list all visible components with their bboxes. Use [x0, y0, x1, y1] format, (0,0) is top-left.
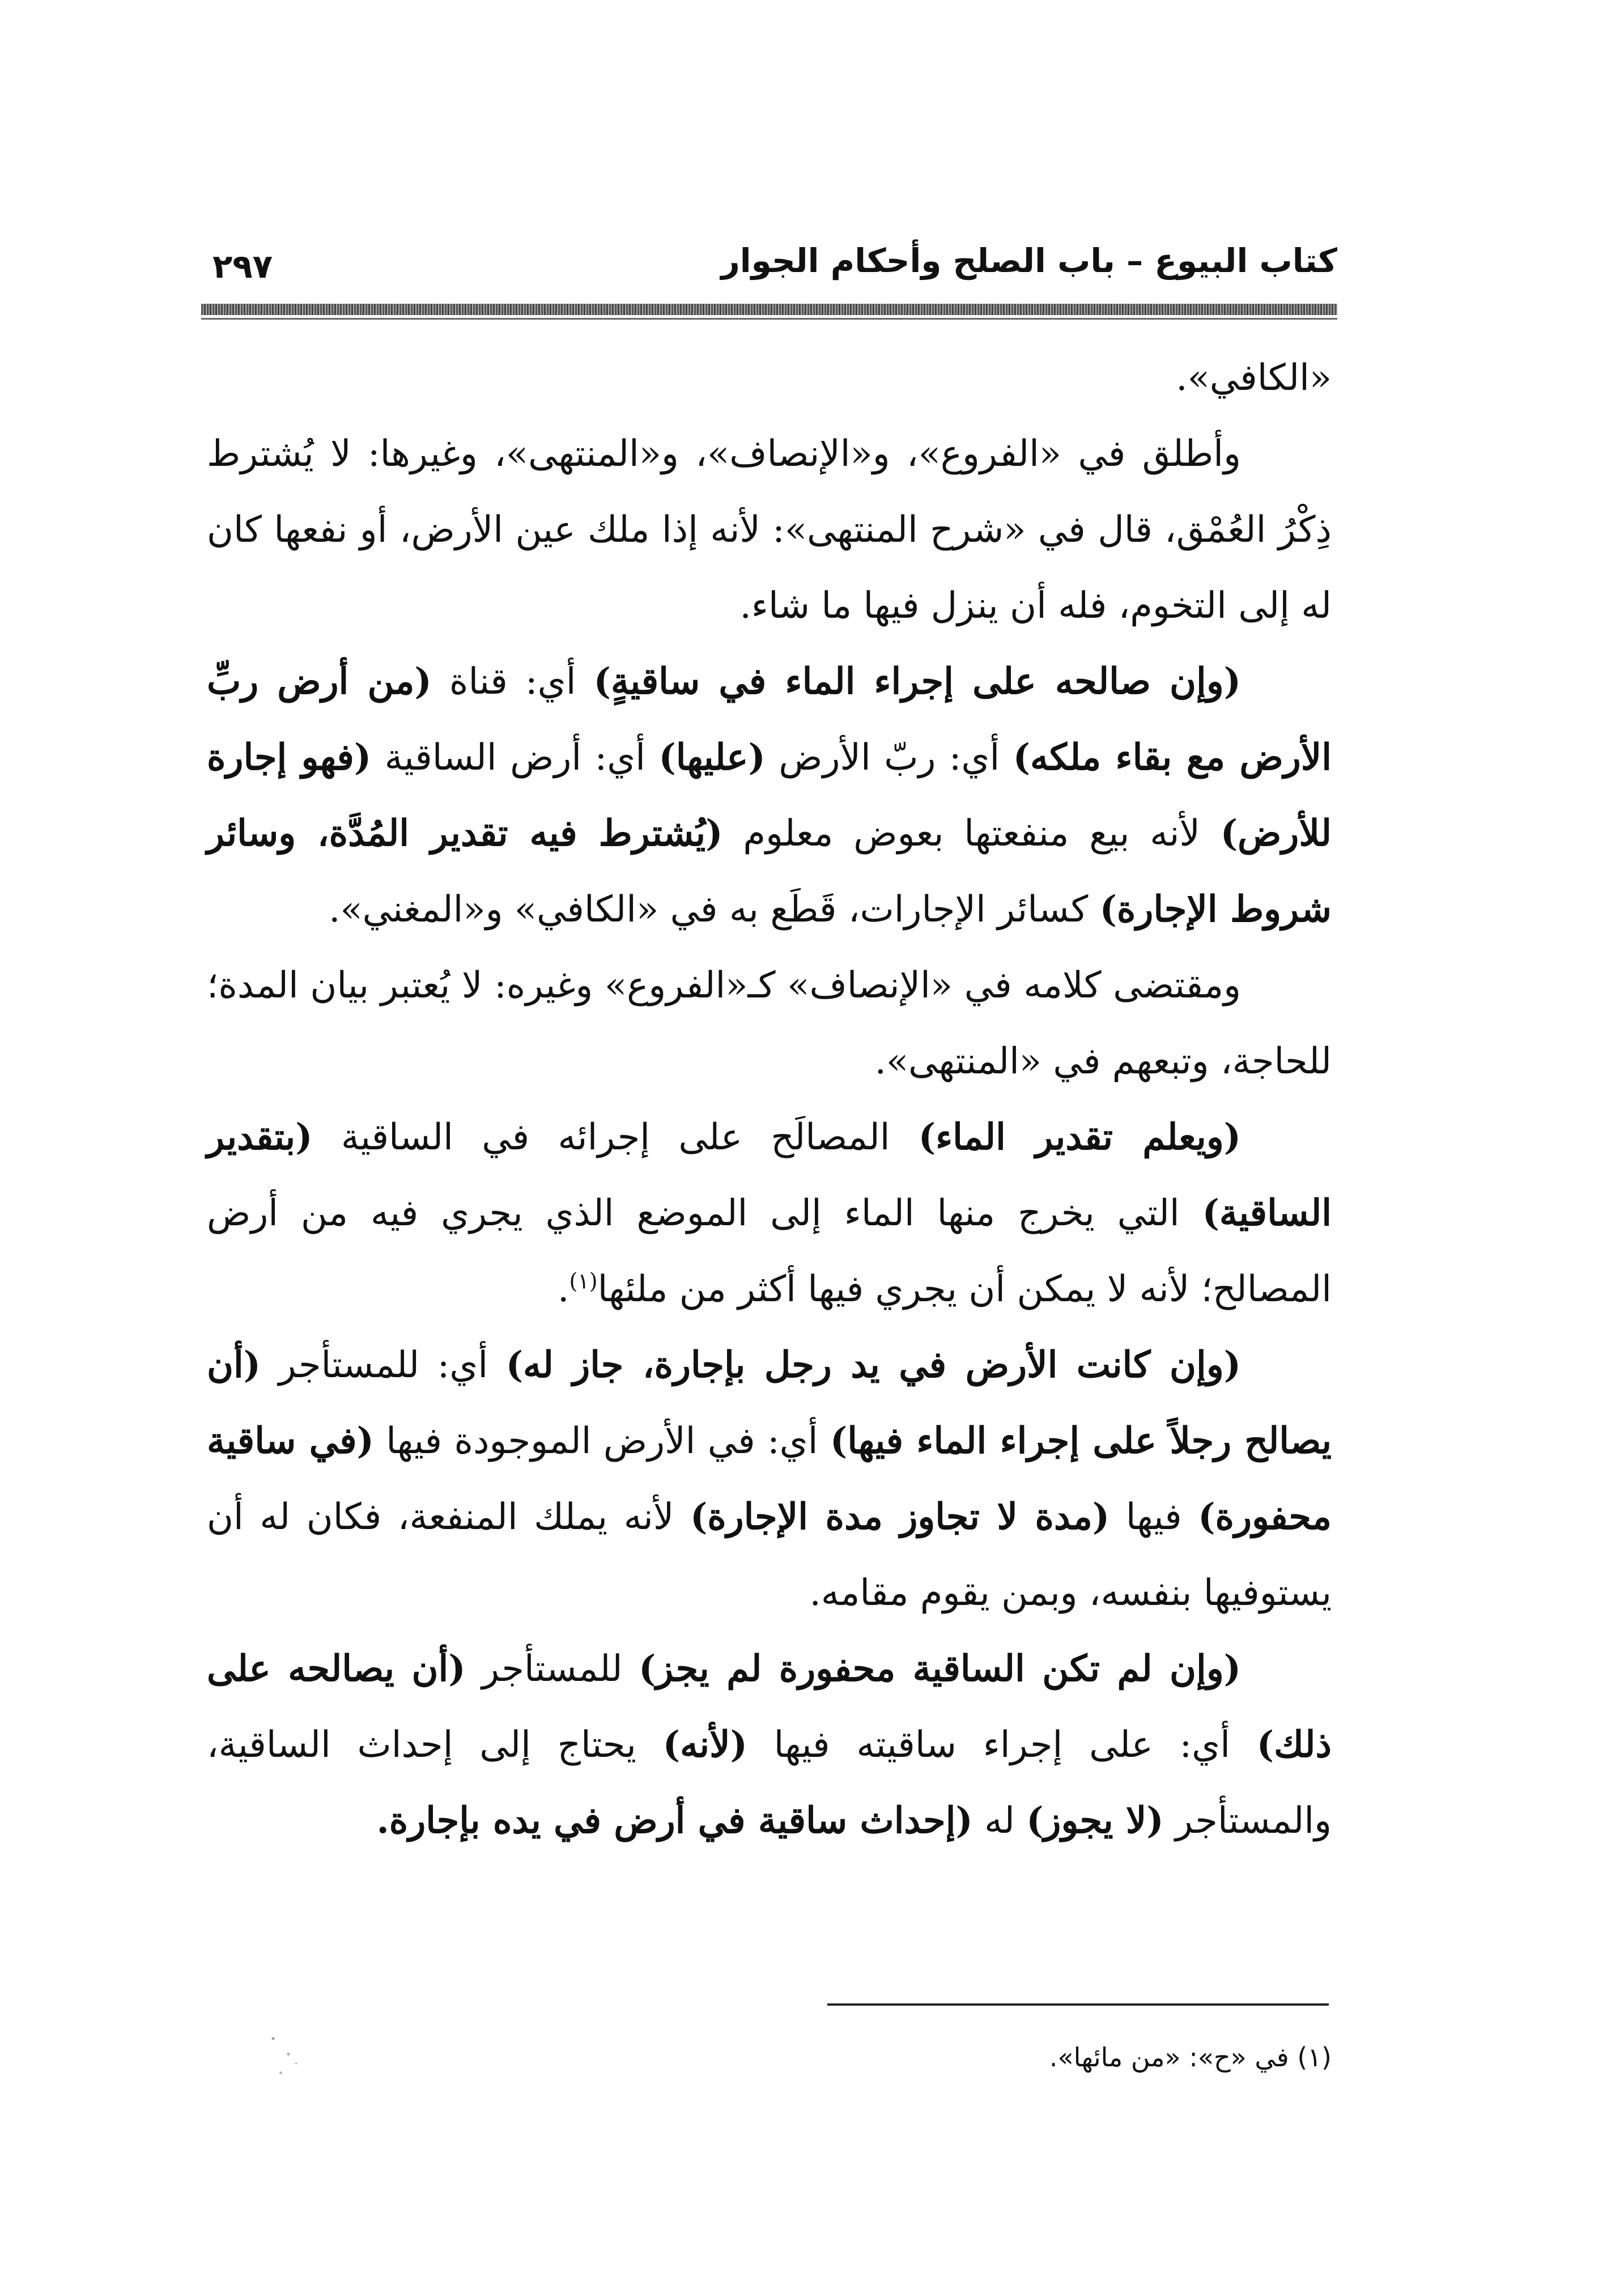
text-run: لأنه يملك المنفعة، فكان له أن يستوفيها بنفسه، وبمن يقوم مقامه.	[207, 1496, 1332, 1614]
running-header	[212, 230, 1337, 292]
footnote-divider	[827, 2003, 1329, 2006]
page-number: ٢٩٧	[212, 247, 273, 286]
bold-text-run: (لأنه)	[662, 1723, 747, 1766]
text-run: أي: للمستأجر	[261, 1344, 506, 1386]
paragraph	[207, 1099, 1332, 1327]
bold-text-run: (وإن لم تكن الساقية محفورة لم يجز)	[639, 1647, 1241, 1690]
bold-text-run: (بتقدير الساقية)	[207, 1116, 1332, 1234]
header-divider-thin	[201, 318, 1337, 320]
bold-text-run: (إحداث ساقية في أرض في يده بإجارة.	[376, 1799, 973, 1842]
running-title: كتاب البيوع – باب الصلح وأحكام الجوار	[721, 241, 1337, 280]
text-run: للمستأجر	[465, 1648, 639, 1690]
paragraph	[207, 644, 1332, 948]
text-run: أي: أرض الساقية	[371, 737, 659, 779]
text-run: ومقتضى كلامه في «الإنصاف» كـ«الفروع» وغيره: لا يُعتبر بيان المدة؛ للحاجة، وتبعهم في «المنتهى».	[207, 965, 1332, 1082]
paragraph	[207, 1631, 1332, 1859]
paragraph	[207, 948, 1332, 1099]
paragraph	[207, 416, 1332, 644]
text-run: فيها	[1109, 1496, 1198, 1538]
bold-text-run: (في ساقية محفورة)	[207, 1420, 1332, 1538]
text-run: وأطلق في «الفروع»، و«الإنصاف»، و«المنتهى»، وغيرها: لا يُشترط ذِكْرُ العُمْق، قال في «شرح المنتهى»: لأنه إذا ملك عين الأرض، أو نفعها كان له إلى التخوم، فله أن ينزل فيها ما شاء.	[207, 433, 1332, 627]
text-run: .	[558, 1268, 569, 1310]
scan-speck	[258, 2026, 309, 2088]
text-run: يحتاج إلى إحداث الساقية، والمستأجر	[207, 1724, 1332, 1842]
bold-text-run: (وإن كانت الأرض في يد رجل بإجارة، جاز له)	[505, 1344, 1242, 1386]
bold-text-run: (مدة لا تجاوز مدة الإجارة)	[690, 1496, 1110, 1538]
text-run: أي: قناة	[431, 661, 594, 703]
bold-text-run: (فهو إجارة للأرض)	[207, 736, 1332, 855]
bold-text-run: (يُشترط فيه تقدير المُدَّة، وسائر شروط الإجارة)	[207, 812, 1332, 931]
text-run: أي: ربّ الأرض	[765, 737, 1013, 779]
main-text	[207, 340, 1332, 1859]
text-run: التي يخرج منها الماء إلى الموضع الذي يجري فيه من أرض المصالح؛ لأنه لا يمكن أن يجري فيها أكثر من ملئها	[207, 1192, 1332, 1310]
text-run: «الكافي».	[1176, 357, 1332, 399]
text-run: كسائر الإجارات، قَطَع به في «الكافي» و«المغني».	[329, 889, 1100, 931]
bold-text-run: (أن يصالحه على ذلك)	[207, 1647, 1332, 1766]
header-divider	[201, 304, 1337, 315]
bold-text-run: (عليها)	[658, 736, 766, 779]
text-run: أي: في الأرض الموجودة فيها	[373, 1420, 830, 1462]
footnote-reference: (١)	[569, 1268, 598, 1294]
bold-text-run: (وإن صالحه على إجراء الماء في ساقيةٍ)	[593, 660, 1242, 703]
bold-text-run: (لا يجوز)	[1026, 1799, 1164, 1842]
paragraph	[207, 1327, 1332, 1631]
text-run: له	[972, 1800, 1027, 1842]
text-run: أي: على إجراء ساقيته فيها	[747, 1724, 1257, 1766]
footnote: (١) في «ح»: «من مائها».	[1049, 2042, 1332, 2073]
text-run: المصالَح على إجرائه في الساقية	[312, 1116, 919, 1158]
bold-text-run: (ويعلم تقدير الماء)	[918, 1116, 1241, 1158]
text-run: لأنه بيع منفعتها بعوض معلوم	[722, 813, 1221, 855]
bold-text-run: (من أرض ربِّ الأرض مع بقاء ملكه)	[207, 660, 1332, 779]
bold-text-run: (أن يصالح رجلاً على إجراء الماء فيها)	[207, 1344, 1332, 1462]
paragraph	[207, 340, 1332, 416]
